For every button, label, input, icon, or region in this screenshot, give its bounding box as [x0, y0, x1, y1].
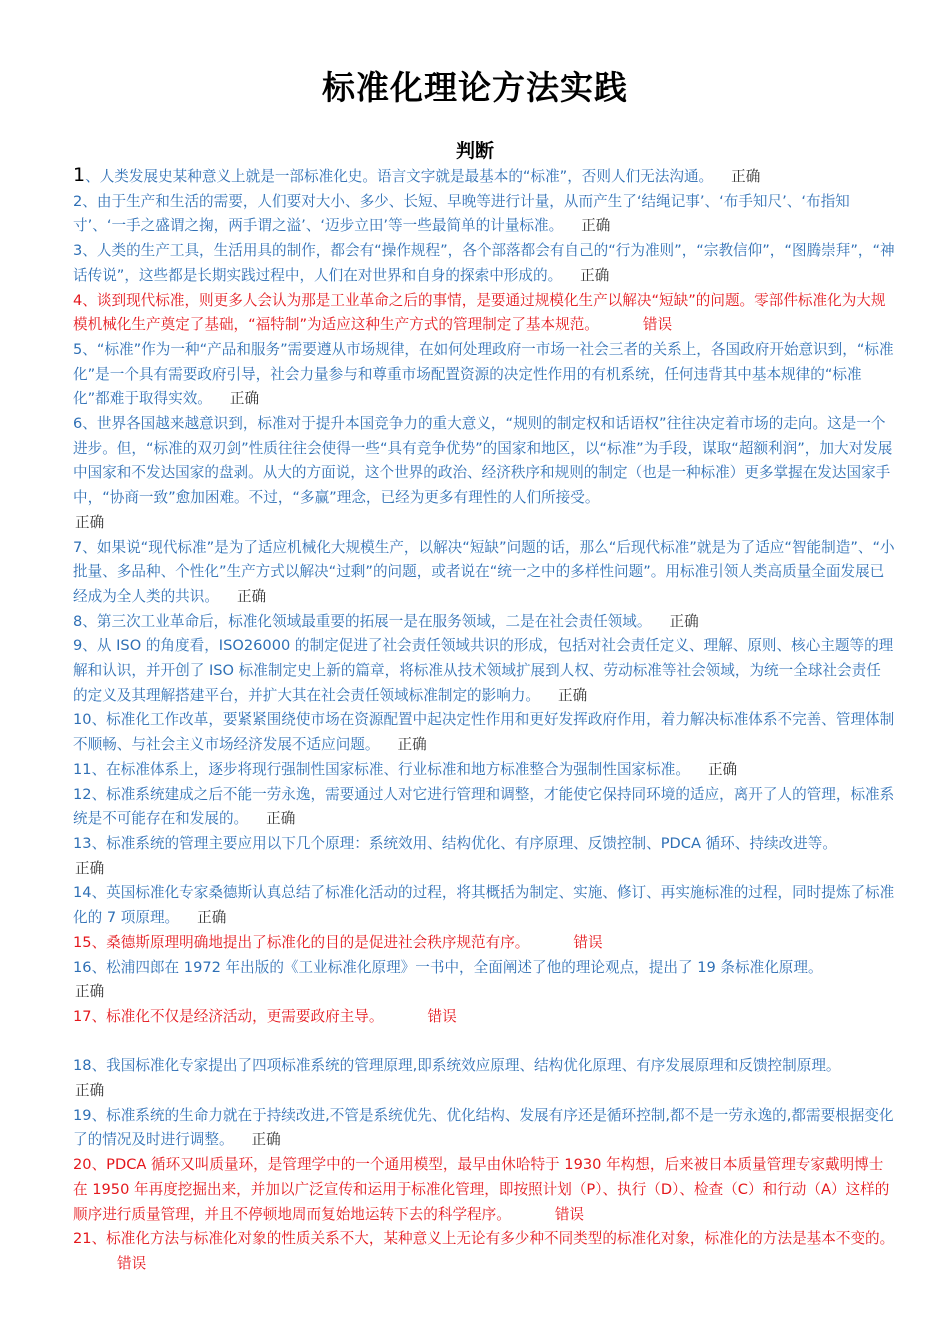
question-item	[73, 1153, 895, 1227]
question-number: 15	[73, 933, 92, 951]
question-item	[73, 634, 895, 708]
question-item	[73, 956, 895, 1005]
question-text: 、谈到现代标准，则更多人会认为那是工业革命之后的事情，是要通过规模化生产以解决“短缺”的问题。零部件标准化为大规模机械化生产奠定了基础，“福特制”为适应这种生产方式的管理制定了基本规范。	[73, 291, 886, 334]
question-text: 、标准化工作改革，要紧紧围绕使市场在资源配置中起决定性作用和更好发挥政府作用，着力解决标准体系不完善、管理体制不顺畅、与社会主义市场经济发展不适应问题。	[73, 711, 895, 754]
question-text: 、英国标准化专家桑德斯认真总结了标准化活动的过程，将其概括为制定、实施、修订、再实施标准的过程，同时提炼了标准化的 7 项原理。	[73, 884, 895, 927]
question-text: 、第三次工业革命后，标准化领域最重要的拓展一是在服务领域，二是在社会责任领域。	[82, 612, 652, 630]
document-title: 标准化理论方法实践	[322, 68, 628, 107]
answer-label: 错误	[573, 933, 603, 951]
answer-label: 正确	[75, 859, 105, 877]
question-number: 10	[73, 711, 92, 729]
question-item	[73, 881, 895, 930]
question-item	[73, 1005, 895, 1030]
answer-label: 正确	[266, 810, 296, 828]
question-text: 、桑德斯原理明确地提出了标准化的目的是促进社会秩序规范有序。	[91, 933, 530, 951]
question-text: 、标准系统的生命力就在于持续改进,不管是系统优先、优化结构、发展有序还是循环控制,都不是一劳永逸的,都需要根据变化了的情况及时进行调整。	[73, 1106, 894, 1149]
question-number: 18	[73, 1057, 92, 1075]
question-item	[73, 1054, 895, 1103]
question-item	[73, 412, 895, 536]
question-number: 19	[73, 1106, 92, 1124]
question-item	[73, 289, 895, 338]
question-item	[73, 338, 895, 412]
answer-label: 正确	[197, 909, 227, 927]
blank-line	[73, 1030, 895, 1055]
answer-label: 正确	[558, 686, 588, 704]
question-item	[73, 610, 895, 635]
question-number: 9	[73, 637, 83, 655]
answer-label: 正确	[580, 266, 610, 284]
question-list	[73, 163, 895, 1277]
question-number: 21	[73, 1230, 92, 1248]
question-number: 14	[73, 884, 92, 902]
question-number: 4	[73, 291, 83, 309]
answer-label: 正确	[75, 513, 105, 531]
question-text: 、世界各国越来越意识到，标准对于提升本国竞争力的重大意义，“规则的制定权和话语权”往往决定着市场的走向。这是一个进步。但，“标准的双刃剑”性质往往会使得一些“具有竞争优势”的国家和地区，以“标准”为手段，谋取“超额利润”，加大对发展中国家和不发达国家的盘剥。从大的方面说，这个世界的政治、经济秩序和规则的制定（也是一种标准）更多掌握在发达国家手中，“协商一致”愈加困难。不过，“多赢”理念，已经为更多有理性的人们所接受。	[73, 415, 893, 507]
question-number: 3	[73, 242, 83, 260]
question-item	[73, 239, 895, 288]
answer-label: 正确	[236, 587, 267, 605]
question-number: 2	[73, 192, 83, 210]
question-number: 20	[73, 1156, 92, 1174]
question-text: 、在标准体系上，逐步将现行强制性国家标准、行业标准和地方标准整合为强制性国家标准。	[91, 760, 690, 778]
question-number: 13	[73, 834, 92, 852]
question-number: 12	[73, 785, 92, 803]
question-text: 、从 ISO 的角度看，ISO26000 的制定促进了社会责任领域共识的形成，包括对社会责任定义、理解、原则、核心主题等的理解和认识，并开创了 ISO 标准制定史上新的篇章，将标准从技术领域扩展到人权、劳动标准等社会领域，为统一全球社会责任的定义及其理解搭建平台，并扩大其在社会责任领域标准制定的影响力。	[73, 637, 894, 704]
question-item	[73, 931, 895, 956]
question-text: 、如果说“现代标准”是为了适应机械化大规模生产，以解决“短缺”问题的话，那么“后现代标准”就是为了适应“智能制造”、“小批量、多品种、个性化”生产方式以解决“过剩”的问题，或者说在“统一之中的多样性问题”。用标准引领人类高质量全面发展已经成为全人类的共识。	[73, 538, 895, 605]
question-text: 、人类发展史某种意义上就是一部标准化史。语言文字就是最基本的“标准”，否则人们无法沟通。	[85, 168, 714, 185]
question-text: 、标准系统建成之后不能一劳永逸，需要通过人对它进行管理和调整，才能使它保持同环境的适应，离开了人的管理，标准系统是不可能存在和发展的。	[73, 785, 895, 828]
question-item	[73, 783, 895, 832]
answer-label: 正确	[75, 983, 105, 1001]
question-text: 、标准化方法与标准化对象的性质关系不大，某种意义上无论有多少种不同类型的标准化对象，标准化的方法是基本不变的。	[91, 1230, 895, 1248]
question-number: 17	[73, 1007, 92, 1025]
section-heading: 判断	[455, 140, 494, 162]
question-item	[73, 832, 895, 881]
answer-label: 正确	[669, 612, 699, 630]
question-text: 、“标准”作为一种“产品和服务”需要遵从市场规律，在如何处理政府一市场一社会三者的关系上，各国政府开始意识到，“标准化”是一个具有需要政府引导，社会力量参与和尊重市场配置资源的决定性作用的有机系统，任何违背其中基本规律的“标准化”都难于取得实效。	[73, 340, 894, 408]
answer-label: 正确	[731, 168, 761, 185]
question-number: 5	[73, 340, 83, 358]
question-item	[73, 1227, 895, 1276]
question-number: 11	[73, 760, 92, 778]
question-item	[73, 758, 895, 783]
question-item	[73, 536, 895, 610]
answer-label: 正确	[397, 736, 427, 754]
answer-label: 正确	[707, 760, 738, 778]
answer-label: 错误	[117, 1254, 147, 1272]
question-text: 、松浦四郎在 1972 年出版的《工业标准化原理》一书中，全面阐述了他的理论观点，提出了 19 条标准化原理。	[91, 958, 823, 976]
answer-label: 正确	[251, 1131, 281, 1149]
question-item	[73, 190, 895, 239]
question-number: 16	[73, 958, 92, 976]
question-text: 、PDCA 循环又叫质量环，是管理学中的一个通用模型，最早由休哈特于 1930 年构想，后来被日本质量管理专家戴明博士在 1950 年再度挖掘出来，并加以广泛宣传和运用于标准化管理，即按照计划（P）、执行（D）、检查（C）和行动（A）这样的顺序进行质量管理，并且不停顿地周而复始地运转下去的科学程序。	[73, 1156, 890, 1223]
question-number: 6	[73, 415, 83, 433]
answer-label: 错误	[427, 1007, 457, 1025]
answer-label: 错误	[554, 1205, 585, 1223]
answer-label: 正确	[581, 217, 611, 235]
question-text: 、由于生产和生活的需要，人们要对大小、多少、长短、早晚等进行计量，从而产生了‘结绳记事’、‘布手知尺’、‘布指知寸’、‘一手之盛谓之掬，两手谓之溢’、‘迈步立田’等一些最简单的计量标准。	[73, 192, 850, 235]
answer-label: 正确	[75, 1082, 105, 1099]
answer-label: 正确	[229, 390, 260, 408]
question-number: 8	[73, 612, 83, 630]
answer-label: 错误	[642, 316, 673, 334]
question-number: 7	[73, 538, 83, 556]
question-text: 、标准化不仅是经济活动，更需要政府主导。	[91, 1007, 384, 1025]
question-item	[73, 163, 895, 190]
question-text: 、我国标准化专家提出了四项标准系统的管理原理,即系统效应原理、结构优化原理、有序发展原理和反馈控制原理。	[91, 1057, 841, 1075]
question-text: 、标准系统的管理主要应用以下几个原理：系统效用、结构优化、有序原理、反馈控制、PDCA 循环、持续改进等。	[91, 834, 837, 852]
question-item	[73, 708, 895, 757]
question-number: 1	[73, 164, 86, 186]
question-text: 、人类的生产工具，生活用具的制作，都会有“操作规程”，各个部落都会有自己的“行为准则”，“宗教信仰”，“图腾崇拜”，“神话传说”，这些都是长期实践过程中，人们在对世界和自身的探索中形成的。	[73, 242, 895, 284]
question-item	[73, 1104, 895, 1153]
